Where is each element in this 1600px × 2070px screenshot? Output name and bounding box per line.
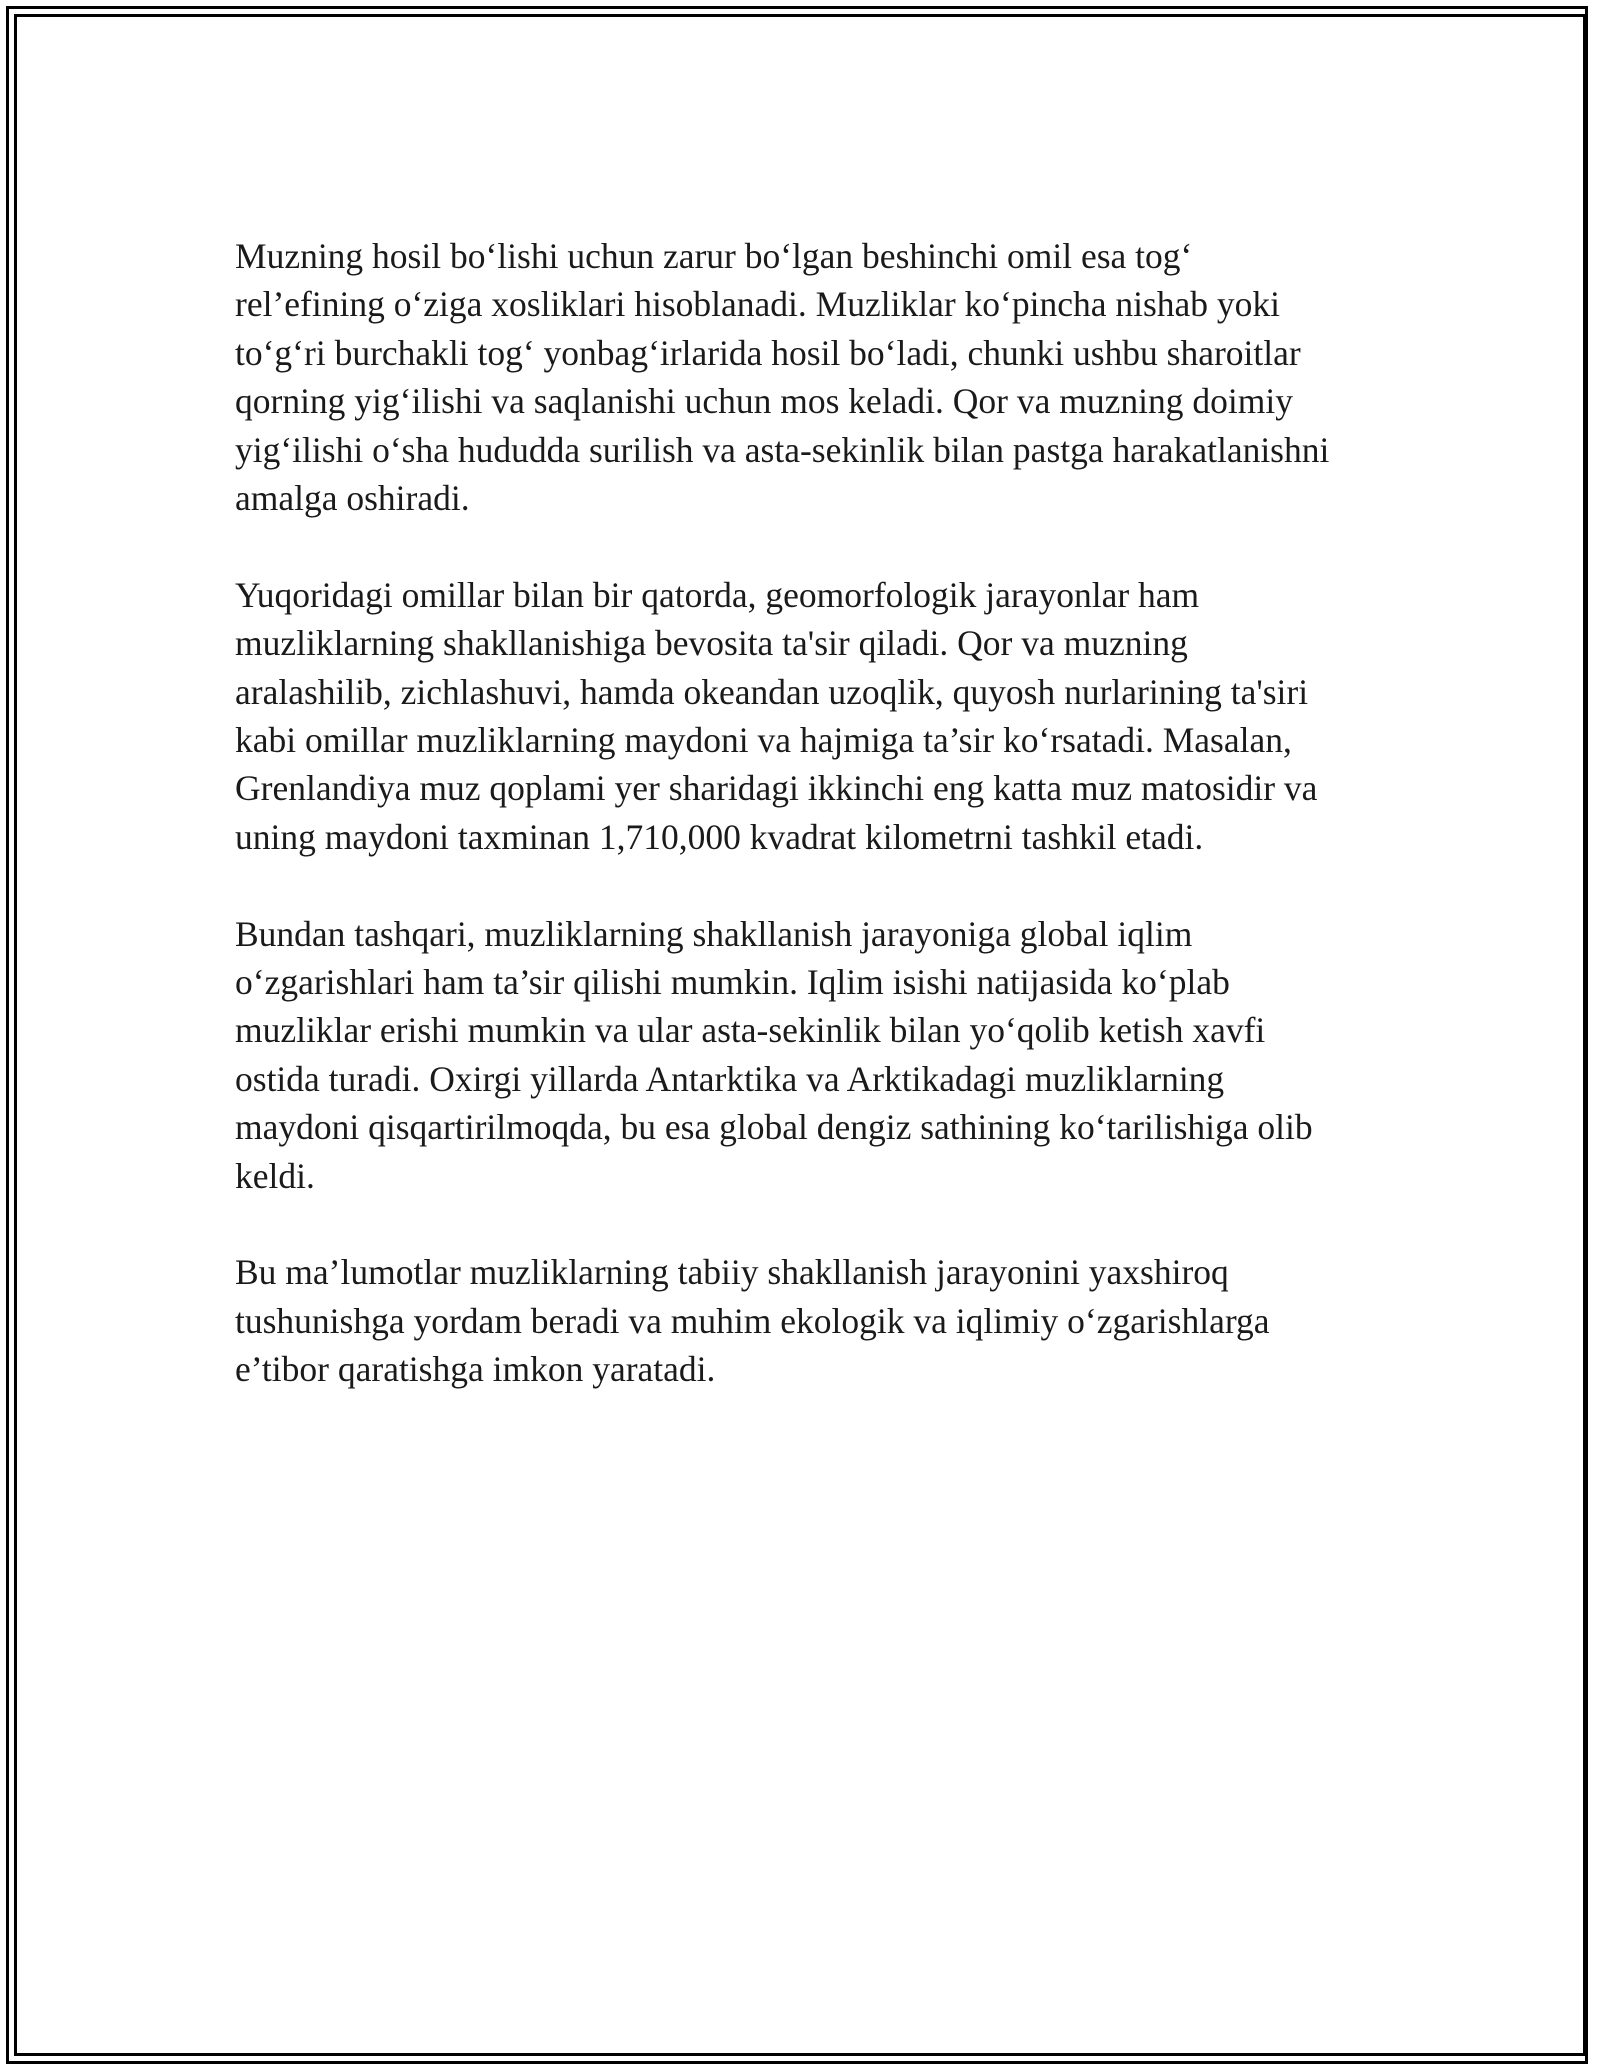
- text-line: e’tibor qaratishga imkon yaratadi.: [235, 1349, 716, 1390]
- text-line: Muzning hosil bo‘lishi uchun zarur bo‘lgan beshinchi omil esa tog‘: [235, 236, 1193, 276]
- text-line: uning maydoni taxminan 1,710,000 kvadrat kilometrni tashkil etadi.: [235, 816, 1204, 857]
- text-line: keldi.: [235, 1155, 315, 1196]
- text-line: Grenlandiya muz qoplami yer sharidagi ikkinchi eng katta muz matosidir va: [235, 768, 1318, 809]
- text-line: to‘g‘ri burchakli tog‘ yonbag‘irlarida hosil bo‘ladi, chunki ushbu sharoitlar: [235, 332, 1301, 373]
- text-line: o‘zgarishlari ham ta’sir qilishi mumkin. Iqlim isishi natijasida ko‘plab: [235, 962, 1230, 1003]
- text-line: aralashilib, zichlashuvi, hamda okeandan uzoqlik, quyosh nurlarining ta'siri: [235, 671, 1309, 712]
- text-line: rel’efining o‘ziga xosliklari hisoblanadi. Muzliklar ko‘pincha nishab yoki: [235, 284, 1281, 325]
- text-line: Bundan tashqari, muzliklarning shakllanish jarayoniga global iqlim: [235, 913, 1193, 954]
- text-line: Bu ma’lumotlar muzliklarning tabiiy shakllanish jarayonini yaxshiroq: [235, 1252, 1229, 1293]
- text-line: amalga oshiradi.: [235, 478, 470, 519]
- paragraph-4: [235, 1248, 1380, 1393]
- text-line: muzliklar erishi mumkin va ular asta-sekinlik bilan yo‘qolib ketish xavfi: [235, 1010, 1266, 1051]
- document-body: [235, 232, 1380, 1442]
- text-line: tushunishga yordam beradi va muhim ekologik va iqlimiy o‘zgarishlarga: [235, 1300, 1270, 1341]
- text-line: Yuqoridagi omillar bilan bir qatorda, geomorfologik jarayonlar ham: [235, 574, 1200, 615]
- text-line: qorning yig‘ilishi va saqlanishi uchun mos keladi. Qor va muzning doimiy: [235, 381, 1293, 422]
- paragraph-2: [235, 571, 1380, 861]
- text-line: ostida turadi. Oxirgi yillarda Antarktika va Arktikadagi muzliklarning: [235, 1058, 1225, 1099]
- text-line: kabi omillar muzliklarning maydoni va hajmiga ta’sir ko‘rsatadi. Masalan,: [235, 720, 1292, 761]
- text-line: maydoni qisqartirilmoqda, bu esa global dengiz sathining ko‘tarilishiga olib: [235, 1107, 1313, 1148]
- paragraph-1: [235, 232, 1380, 522]
- text-line: muzliklarning shakllanishiga bevosita ta'sir qiladi. Qor va muzning: [235, 623, 1188, 664]
- paragraph-3: [235, 910, 1380, 1200]
- text-line: yig‘ilishi o‘sha hududda surilish va asta-sekinlik bilan pastga harakatlanishni: [235, 429, 1330, 470]
